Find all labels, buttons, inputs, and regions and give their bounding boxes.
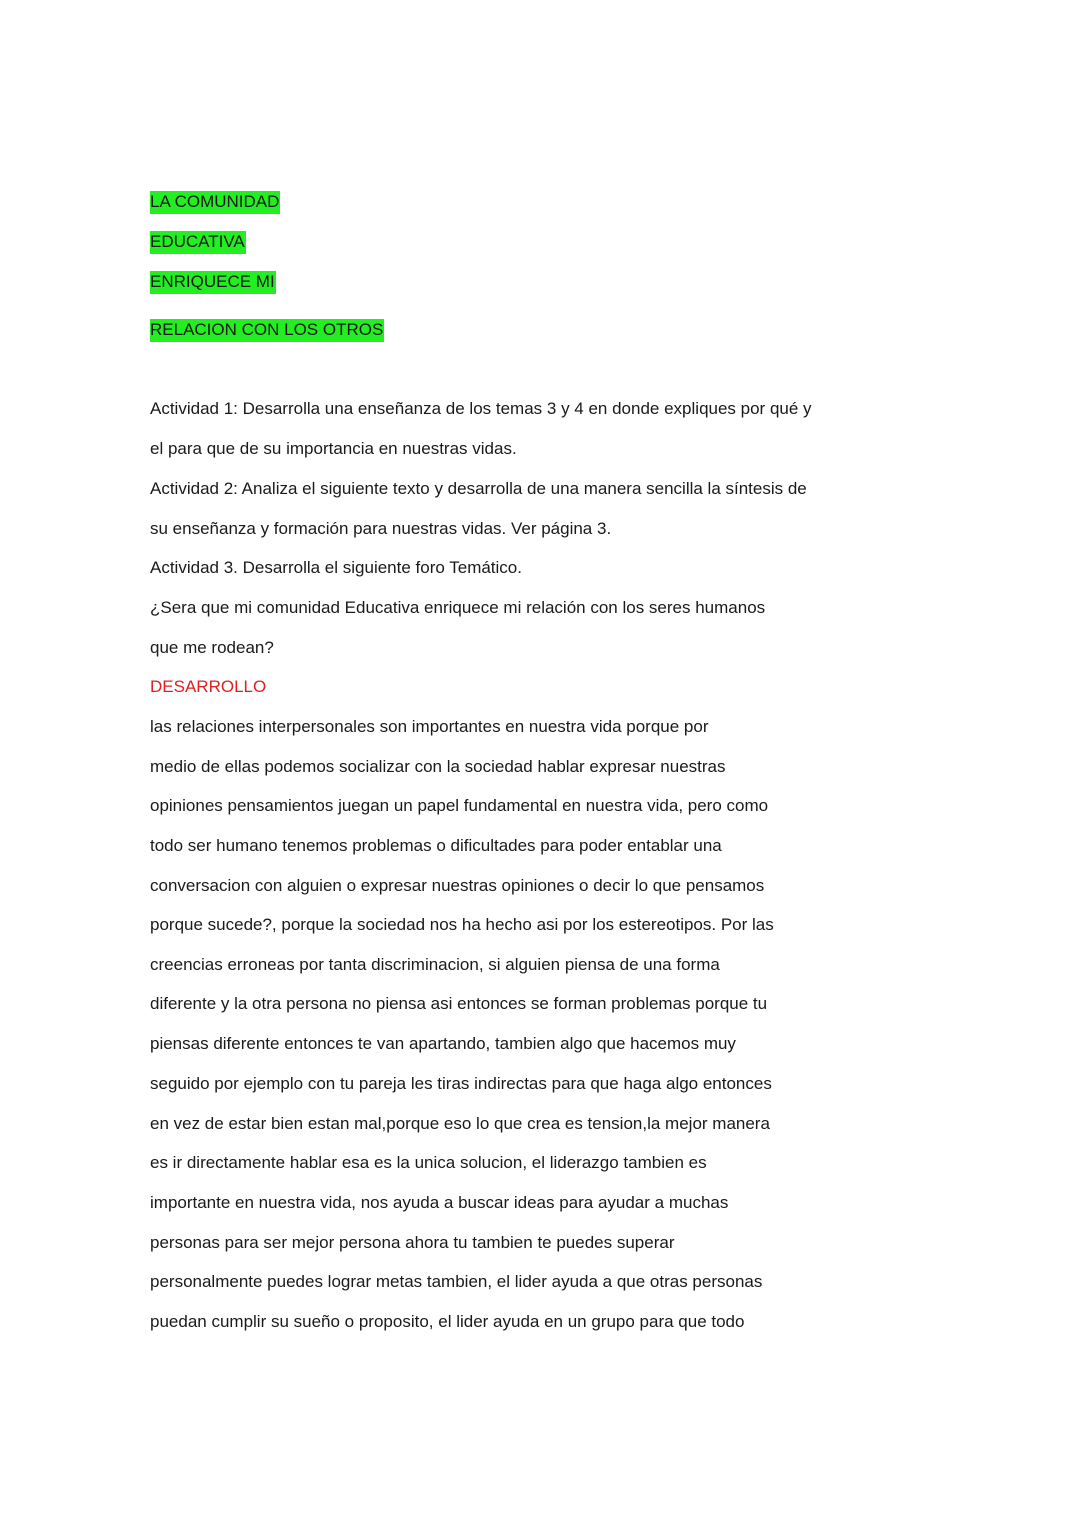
body-line: opiniones pensamientos juegan un papel fundamental en nuestra vida, pero como <box>150 796 769 815</box>
section-heading: DESARROLLO <box>150 677 267 696</box>
body-line: conversacion con alguien o expresar nuestras opiniones o decir lo que pensamos <box>150 876 765 895</box>
title-line-4: RELACION CON LOS OTROS <box>150 319 384 342</box>
activity-line: Actividad 3. Desarrolla el siguiente foro Temático. <box>150 558 522 577</box>
body-line: en vez de estar bien estan mal,porque eso lo que crea es tension,la mejor manera <box>150 1114 770 1133</box>
body-line: piensas diferente entonces te van apartando, tambien algo que hacemos muy <box>150 1034 736 1053</box>
body-line: porque sucede?, porque la sociedad nos ha hecho asi por los estereotipos. Por las <box>150 915 774 934</box>
activity-line: el para que de su importancia en nuestras vidas. <box>150 439 517 458</box>
body-line: importante en nuestra vida, nos ayuda a buscar ideas para ayudar a muchas <box>150 1193 729 1212</box>
body-line: personas para ser mejor persona ahora tu tambien te puedes superar <box>150 1233 675 1252</box>
body-line: medio de ellas podemos socializar con la sociedad hablar expresar nuestras <box>150 757 726 776</box>
title-line-2: EDUCATIVA <box>150 231 246 254</box>
body-line: todo ser humano tenemos problemas o dificultades para poder entablar una <box>150 836 722 855</box>
body-line: creencias erroneas por tanta discriminacion, si alguien piensa de una forma <box>150 955 720 974</box>
body-line: personalmente puedes lograr metas tambien, el lider ayuda a que otras personas <box>150 1272 763 1291</box>
body-line: diferente y la otra persona no piensa asi entonces se forman problemas porque tu <box>150 994 768 1013</box>
activity-line: ¿Sera que mi comunidad Educativa enriquece mi relación con los seres humanos <box>150 598 766 617</box>
body-line: las relaciones interpersonales son importantes en nuestra vida porque por <box>150 717 709 736</box>
activity-line: que me rodean? <box>150 638 274 657</box>
activity-line: Actividad 2: Analiza el siguiente texto y desarrolla de una manera sencilla la síntesis de <box>150 479 807 498</box>
activity-line: Actividad 1: Desarrolla una enseñanza de los temas 3 y 4 en donde expliques por qué y <box>150 399 812 418</box>
title-line-3: ENRIQUECE MI <box>150 271 276 294</box>
body-line: es ir directamente hablar esa es la unica solucion, el liderazgo tambien es <box>150 1153 707 1172</box>
body-line: puedan cumplir su sueño o proposito, el lider ayuda en un grupo para que todo <box>150 1312 745 1331</box>
activity-line: su enseñanza y formación para nuestras vidas. Ver página 3. <box>150 519 612 538</box>
title-line-1: LA COMUNIDAD <box>150 191 280 214</box>
body-line: seguido por ejemplo con tu pareja les tiras indirectas para que haga algo entonces <box>150 1074 772 1093</box>
